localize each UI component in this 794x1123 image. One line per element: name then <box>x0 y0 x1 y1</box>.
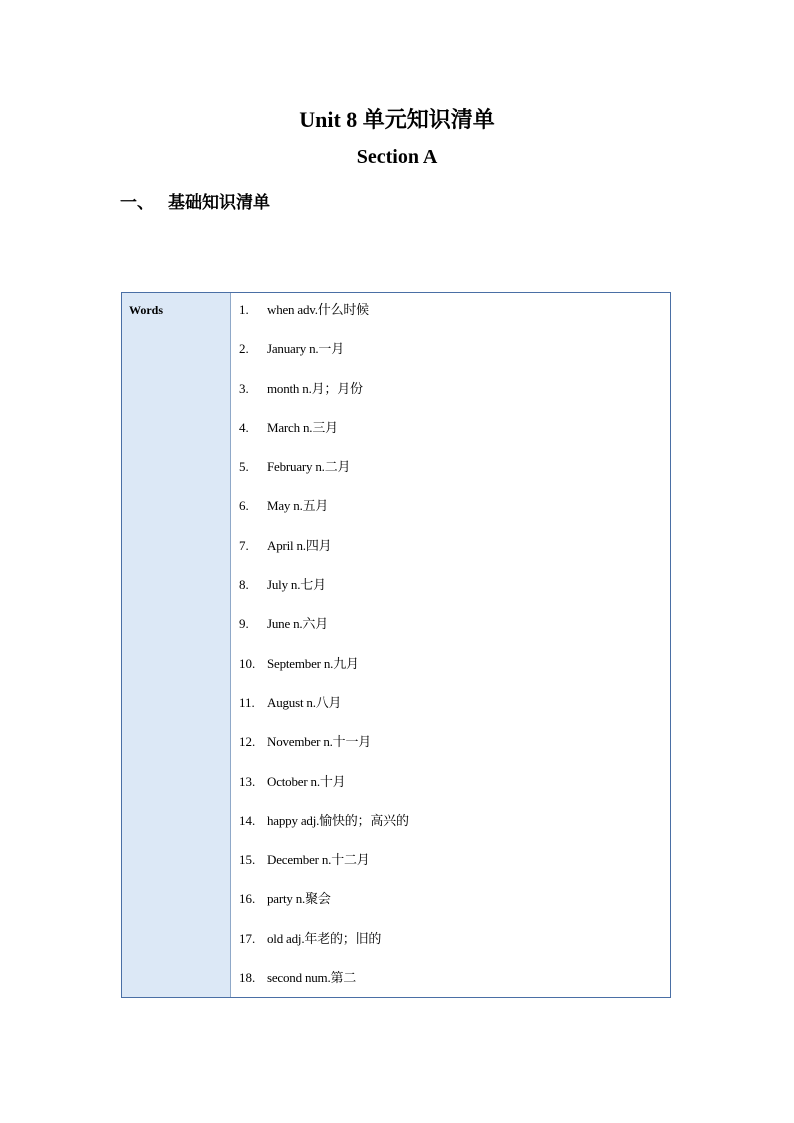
list-item-text: October n.十月 <box>267 773 346 789</box>
section-subtitle: Section A <box>356 146 438 168</box>
list-item-number: 18. <box>239 970 256 986</box>
words-table <box>121 292 671 998</box>
list-item-number: 13. <box>239 773 256 789</box>
list-item-number: 14. <box>239 812 256 828</box>
list-item-number: 8. <box>239 577 249 593</box>
list-item-number: 5. <box>239 459 249 475</box>
words-content-cell <box>231 293 670 997</box>
list-item-number: 6. <box>239 498 249 514</box>
list-item-text: June n.六月 <box>267 616 329 632</box>
list-item-text: March n.三月 <box>267 419 338 435</box>
list-item <box>231 537 670 576</box>
section-title: 基础知识清单 <box>168 193 270 213</box>
list-item-text: when adv.什么时候 <box>267 302 369 317</box>
page-title: Unit 8 单元知识清单 <box>299 107 495 132</box>
list-item-text: old adj.年老的；旧的 <box>267 930 382 946</box>
list-item <box>231 655 670 694</box>
list-item-text: May n.五月 <box>267 498 329 514</box>
list-item-text: August n.八月 <box>267 694 342 710</box>
list-item-number: 7. <box>239 537 249 553</box>
list-item-number: 11. <box>239 694 255 710</box>
list-item-text: month n.月；月份 <box>267 380 363 396</box>
list-item-number: 2. <box>239 341 249 357</box>
list-item <box>231 458 670 497</box>
list-item-text: February n.二月 <box>267 459 351 475</box>
list-item-number: 9. <box>239 616 249 632</box>
list-item <box>231 969 670 1008</box>
list-item-number: 3. <box>239 380 249 396</box>
list-item <box>231 694 670 733</box>
list-item-text: January n.一月 <box>267 341 345 357</box>
list-item <box>231 773 670 812</box>
list-item <box>231 615 670 654</box>
list-item-number: 16. <box>239 891 256 907</box>
list-item <box>231 851 670 890</box>
list-item <box>231 733 670 772</box>
list-item-number: 12. <box>239 734 256 750</box>
list-item <box>231 419 670 458</box>
words-label-cell <box>122 293 231 997</box>
section-number: 一、 <box>120 193 154 213</box>
list-item-text: party n.聚会 <box>267 891 331 907</box>
list-item-number: 10. <box>239 655 256 671</box>
list-item-number: 15. <box>239 852 256 868</box>
list-item-text: happy adj.愉快的；高兴的 <box>267 812 409 828</box>
list-item <box>231 497 670 536</box>
list-item-text: December n.十二月 <box>267 852 370 868</box>
list-item-text: July n.七月 <box>267 577 326 593</box>
list-item-number: 17. <box>239 930 256 946</box>
list-item-number: 4. <box>239 419 249 435</box>
list-item <box>231 340 670 379</box>
list-item-text: April n.四月 <box>267 537 332 553</box>
list-item-text: November n.十一月 <box>267 734 372 750</box>
list-item-text: second num.第二 <box>267 970 357 986</box>
list-item <box>231 301 670 340</box>
word-list <box>231 301 670 1008</box>
section-heading <box>120 188 270 213</box>
list-item <box>231 890 670 929</box>
list-item <box>231 930 670 969</box>
list-item <box>231 576 670 615</box>
list-item <box>231 380 670 419</box>
list-item-number: 1. <box>239 302 249 317</box>
list-item <box>231 812 670 851</box>
words-label: Words <box>129 303 164 317</box>
list-item-text: September n.九月 <box>267 655 359 671</box>
